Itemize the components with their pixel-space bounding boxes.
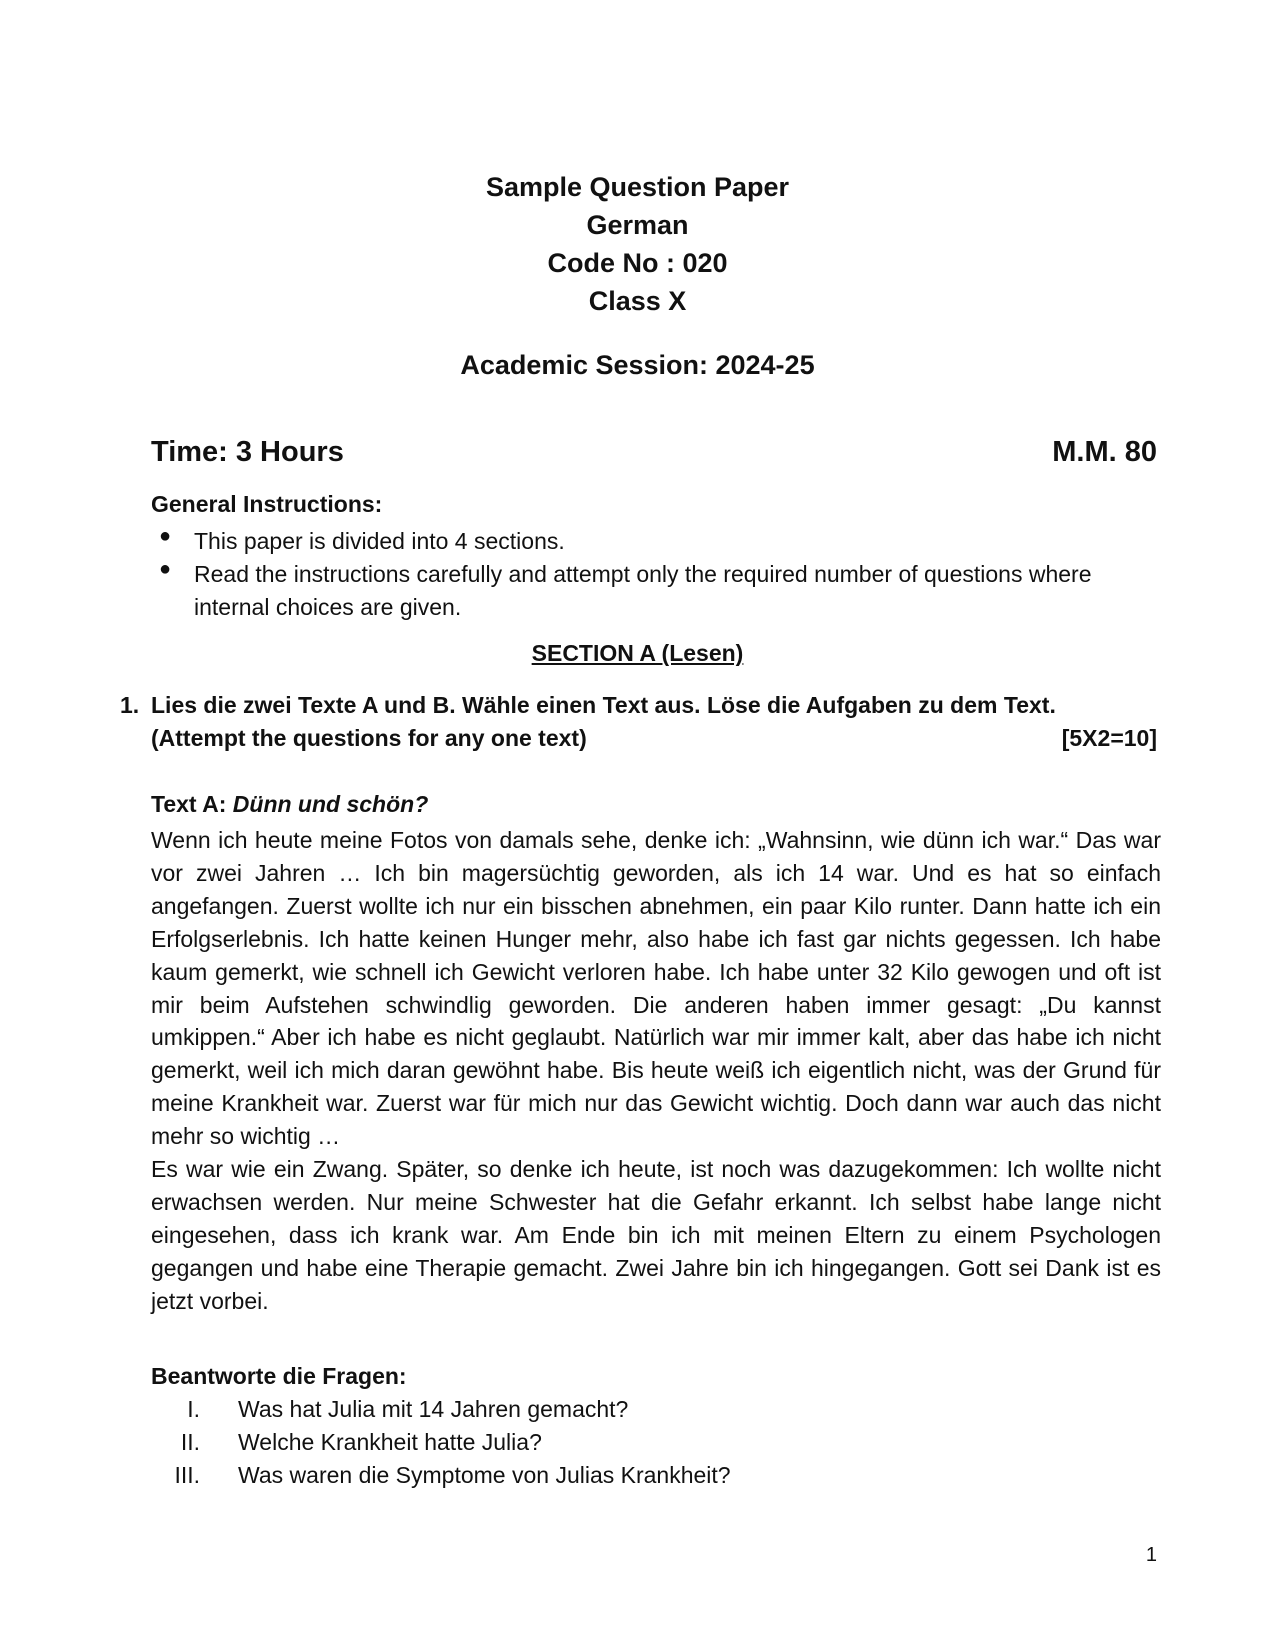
question-text: Was hat Julia mit 14 Jahren gemacht? xyxy=(238,1396,629,1422)
instruction-text: This paper is divided into 4 sections. xyxy=(194,528,565,554)
answer-heading: Beantworte die Fragen: xyxy=(151,1363,407,1389)
paper-code: Code No : 020 xyxy=(547,248,728,278)
max-marks: M.M. 80 xyxy=(1052,436,1157,468)
text-a-label: Text A: xyxy=(151,791,227,817)
text-a-title: Dünn und schön? xyxy=(232,791,429,817)
bullet-icon: ● xyxy=(159,558,172,580)
roman-numeral: I. xyxy=(187,1396,200,1422)
academic-session: Academic Session: 2024-25 xyxy=(460,350,815,380)
instruction-text: Read the instructions carefully and attempt only the required number of questions where internal choices are given. xyxy=(194,561,1092,620)
question-line-2: (Attempt the questions for any one text) xyxy=(151,725,587,751)
time-marks-row xyxy=(151,436,1157,469)
roman-numeral: II. xyxy=(180,1429,200,1455)
paper-title: Sample Question Paper xyxy=(485,172,790,202)
question-text: Was waren die Symptome von Julias Krankheit? xyxy=(238,1462,731,1488)
question-marks: [5X2=10] xyxy=(1061,725,1157,751)
reading-paragraph-2: Es war wie ein Zwang. Später, so denke ich heute, ist noch was dazugekommen: Ich wollte nicht erwachsen werden. Nur meine Schwester hat die Gefahr erkannt. Ich selbst habe lange nicht eingesehen, dass ich krank war. Am Ende bin ich mit meinen Eltern zu einem Psychologen gegangen und habe eine Therapie gemacht. Zwei Jahre bin ich hingegangen. Gott sei Dank ist es jetzt vorbei. xyxy=(151,1156,1161,1314)
time-allowed: Time: 3 Hours xyxy=(151,436,344,468)
section-a-heading: SECTION A (Lesen) xyxy=(531,640,744,666)
paper-class: Class X xyxy=(588,286,687,316)
instructions-heading: General Instructions: xyxy=(151,491,383,517)
roman-numeral: III. xyxy=(174,1462,200,1488)
question-line-1: Lies die zwei Texte A und B. Wähle einen Text aus. Löse die Aufgaben zu dem Text. xyxy=(151,692,1056,718)
reading-paragraph-1: Wenn ich heute meine Fotos von damals sehe, denke ich: „Wahnsinn, wie dünn ich war.“ Das war vor zwei Jahren … Ich bin magersüchtig geworden, als ich 14 war. Und es hat so einfach angefangen. Zuerst wollte ich nur ein bisschen abnehmen, ein paar Kilo runter. Dann hatte ich ein Erfolgserlebnis. Ich hatte keinen Hunger mehr, also habe ich fast gar nichts gegessen. Ich habe kaum gemerkt, wie schnell ich Gewicht verloren habe. Ich habe unter 32 Kilo gewogen und oft ist mir beim Aufstehen schwindlig geworden. Die anderen haben immer gesagt: „Du kannst umkippen.“ Aber ich habe es nicht geglaubt. Natürlich war mir immer kalt, aber das habe ich nicht gemerkt, weil ich mich daran gewöhnt habe. Bis heute weiß ich eigentlich nicht, was der Grund für meine Krankheit war. Zuerst war für mich nur das Gewicht wichtig. Doch dann war auch das nicht mehr so wichtig … xyxy=(151,827,1161,1150)
bullet-icon: ● xyxy=(159,525,172,547)
paper-subject: German xyxy=(586,210,689,240)
question-text: Welche Krankheit hatte Julia? xyxy=(238,1429,542,1455)
page-number: 1 xyxy=(1145,1544,1157,1566)
question-number: 1. xyxy=(120,692,140,718)
text-a-title-row xyxy=(151,791,428,818)
